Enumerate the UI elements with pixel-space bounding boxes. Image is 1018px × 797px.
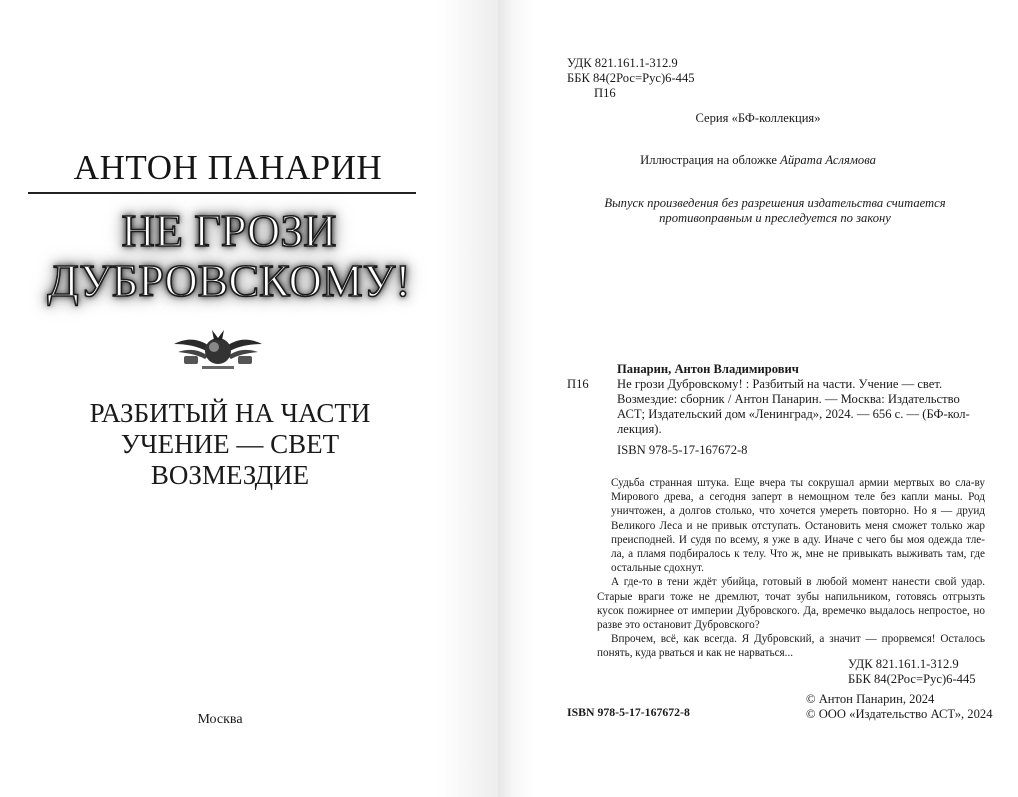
bib-isbn: ISBN 978-5-17-167672-8	[617, 443, 748, 457]
bib-line-2: Возмездие: сборник / Антон Панарин. — Москва: Издательство	[617, 392, 960, 406]
publication-city: Москва	[197, 712, 243, 727]
author-name: АНТОН ПАНАРИН	[73, 148, 383, 187]
bbk-code-2: ББК 84(2Рос=Рус)6-445	[848, 672, 976, 686]
book-title	[10, 206, 448, 306]
series-emblem-icon	[172, 326, 264, 372]
annotation-paragraph-1: Судьба странная штука. Еще вчера ты сокрушал армии мертвых во сла-ву Мирового древа, а сегодня заперт в немощном теле без капли маны. Род уничтожен, а долгов столько, что хочется умереть повторно. Но я — друид Великого Леса и не привык отступать. Остановить меня сможет только жар преисподней. И судя по всему, я уже в аду. Иначе с чего бы моя одежда тле-ла, а пламя подбиралось к телу. Что ж, мне не привыкать выживать там, где остальные сдохнут.	[611, 477, 985, 575]
udk-code: УДК 821.161.1-312.9	[567, 56, 678, 70]
bib-line-3: АСТ; Издательский дом «Ленинград», 2024. — 656 с. — (БФ-кол-	[617, 407, 970, 421]
illustration-credit	[498, 153, 1018, 168]
bib-author: Панарин, Антон Владимирович	[617, 362, 799, 376]
annotation-paragraph-3: Впрочем, всё, как всегда. Я Дубровский, а значит — прорвемся! Осталось понять, куда рваться и как не нарваться...	[597, 633, 985, 660]
classification-codes-top	[567, 56, 695, 101]
copyright-author: © Антон Панарин, 2024	[806, 692, 935, 706]
copyright-publisher: © ООО «Издательство АСТ», 2024	[806, 707, 993, 721]
author-rule	[28, 192, 416, 194]
bib-line-1: Не грози Дубровскому! : Разбитый на части. Учение — свет.	[617, 377, 943, 391]
title-line-1: НЕ ГРОЗИ	[121, 205, 337, 256]
subtitle-1: РАЗБИТЫЙ НА ЧАСТИ	[89, 398, 371, 428]
series-line: Серия «БФ-коллекция»	[695, 111, 821, 125]
subtitle-list	[20, 398, 440, 491]
classification-codes-bottom	[848, 657, 986, 687]
subtitle-3: ВОЗМЕЗДИЕ	[150, 460, 310, 490]
illustration-prefix: Иллюстрация на обложке	[640, 153, 781, 167]
bib-line-4: лекция).	[617, 422, 662, 436]
illustrator-name: Айрата Аслямова	[780, 153, 876, 167]
bbk-code: ББК 84(2Рос=Рус)6-445	[567, 71, 695, 85]
udk-code-2: УДК 821.161.1-312.9	[848, 657, 959, 671]
bibliographic-record	[567, 362, 987, 458]
annotation	[597, 476, 985, 661]
bib-code: П16	[567, 377, 589, 391]
left-page	[0, 0, 498, 797]
copyright-warning: Выпуск произведения без разрешения издательства считается противоправным и преследуется по закону	[604, 196, 946, 225]
subtitle-2: УЧЕНИЕ — СВЕТ	[120, 429, 340, 459]
author-code: П16	[594, 86, 616, 100]
isbn-bold: ISBN 978-5-17-167672-8	[567, 705, 690, 719]
copyright-notice	[806, 692, 996, 722]
annotation-paragraph-2: А где-то в тени ждёт убийца, готовый в любой момент нанести свой удар. Старые враги тоже не дремлют, точат зубы напильником, готовясь отгрызть кусок пожирнее от империи Дубровского. Да, времечко выдалось непростое, но разве это остановит Дубровского?	[597, 576, 985, 632]
title-line-2: ДУБРОВСКОМУ!	[47, 255, 411, 306]
